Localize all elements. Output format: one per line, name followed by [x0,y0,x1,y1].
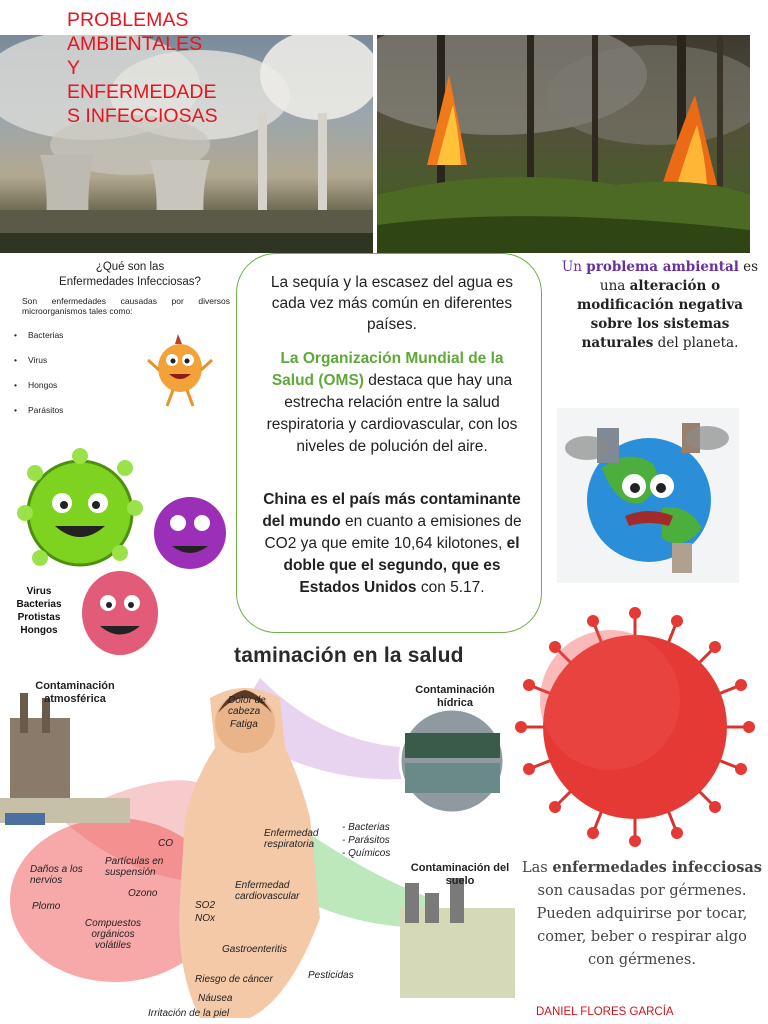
germ-name: Virus [26,586,52,597]
author-name: DANIEL FLORES GARCÍA [536,1006,674,1018]
germ-name: Bacterias [16,599,62,610]
question-line: ¿Qué son las [95,261,165,273]
skin-irritation-label: Irritación de la piel [148,1008,230,1019]
nox-label: NOx [195,913,215,924]
diagram-title: taminación en la salud [234,644,464,667]
water-pollution-label: Contaminación hídrica [415,684,495,709]
oms-name: La Organización Mundial de la Salud (OMS) [271,350,504,389]
pesticides-label: Pesticidas [308,970,354,981]
question-line: Enfermedades Infecciosas? [59,276,201,288]
list-item: • Parásitos [14,405,63,430]
respiratory-label: Enfermedad respiratoria [264,828,319,850]
headache-label: Dolor de cabeza [228,695,266,717]
infect-bold: enfermedades infecciosas [552,859,762,876]
infect-a: Las [522,860,553,876]
soil-pollution-label: Contaminación del suelo [410,862,510,887]
title-line: AMBIENTALES [67,33,203,55]
infectious-description: Son enfermedades causadas por diversos microorganismos tales como: [22,296,230,316]
lead-label: Plomo [32,901,61,912]
china-paragraph [258,489,526,599]
fatigue-label: Fatiga [230,719,258,730]
page-title [67,8,297,128]
infect-b: son causadas por gérmenes. Pueden adquirirse por tocar, comer, beber o respirar algo con gérmenes. [536,883,748,968]
def-term: problema ambiental [586,259,739,275]
china-bold: China es el país más contaminante del mundo [262,491,521,530]
title-line: S INFECCIOSAS [67,105,218,127]
infectious-causes-text [522,856,762,972]
environmental-problem-definition [555,258,765,353]
china-bold-2: el doble que el segundo, que es Estados Unidos [283,535,520,596]
germ-mascot-image [145,330,215,410]
sick-earth-image [557,408,739,583]
title-line: Y [67,57,81,79]
ozone-label: Ozono [128,888,158,899]
pollution-health-diagram [0,668,515,1024]
cancer-risk-label: Riesgo de cáncer [195,974,273,985]
oms-paragraph [258,348,526,458]
red-virus-image [515,605,755,850]
bacteria-label: - Bacterias [342,822,390,833]
nerve-damage-label: Daños a los nervios [30,864,83,886]
germ-types-label [8,585,70,637]
def-es: es una [599,259,759,294]
def-un: Un [561,259,587,275]
title-line: PROBLEMAS [67,9,189,31]
chemicals-label: - Químicos [342,848,391,859]
title-line: ENFERMEDADE [67,81,217,103]
list-item: • Hongos [14,380,63,405]
china-text: en cuanto a emisiones de CO2 ya que emite 10,64 kilotones, [264,513,522,552]
parasites-label: - Parásitos [342,835,390,846]
nausea-label: Náusea [198,993,233,1004]
def-bold: alteración o modificación negativa sobre los sistemas naturales [576,278,744,351]
germ-name: Protistas [17,612,61,623]
germ-name: Hongos [20,625,58,636]
list-item: • Bacterias [14,330,63,355]
microorganism-list [14,330,63,430]
china-text-2: con 5.17. [416,579,485,596]
cardiovascular-label: Enfermedad cardiovascular [235,880,300,902]
so2-label: SO2 [195,900,216,911]
co-label: CO [158,838,173,849]
drought-paragraph: La sequía y la escasez del agua es cada vez más común en diferentes países. [270,274,514,333]
oms-text: destaca que hay una estrecha relación entre la salud respiratoria y cardiovascular, con los niveles de polución del aire. [266,372,518,455]
atmospheric-pollution-label: Contaminación atmosférica [35,680,115,705]
infectious-question-heading [30,260,230,290]
def-end: del planeta. [653,335,739,351]
forest-fire-photo [377,35,750,253]
voc-label: Compuestos orgánicos volátiles [84,918,142,951]
list-item: • Virus [14,355,63,380]
gastroenteritis-label: Gastroenteritis [222,944,288,955]
particles-label: Partículas en suspensión [105,856,164,878]
